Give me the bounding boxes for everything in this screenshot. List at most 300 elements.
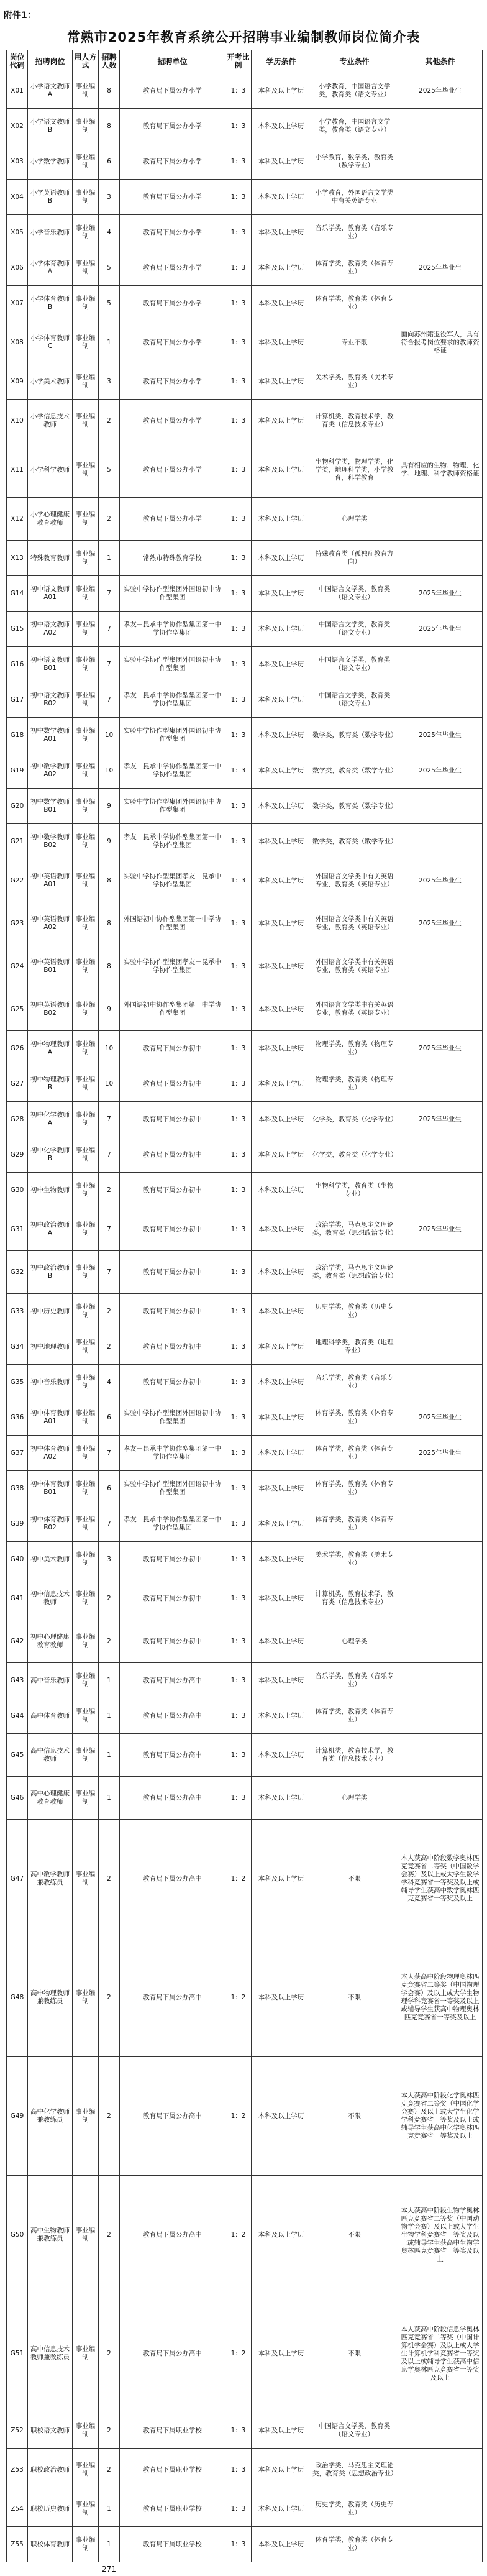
cell-other: 本人获高中阶段物理奥林匹克竞赛省二等奖（中国物理学会赛）及以上或大学生物理学科竞赛省一等奖及以上或辅导学生获高中物理奥林匹克竞赛省一等奖及以上 [398, 1938, 483, 2057]
cell-unit: 教育局下属公办初中 [120, 1031, 225, 1066]
cell-mode: 事业编制 [73, 321, 99, 364]
cell-code: G32 [7, 1251, 28, 1294]
cell-ratio: 1：3 [225, 109, 252, 144]
table-row [7, 2527, 483, 2562]
total-row-spacer [28, 2562, 73, 2576]
cell-major: 数学类，教育类（数学专业） [311, 789, 398, 824]
cell-education: 本科及以上学历 [252, 1820, 311, 1938]
cell-code: G27 [7, 1066, 28, 1102]
cell-post: 小学科学教师 [28, 442, 73, 498]
table-row [7, 753, 483, 789]
cell-education: 本科及以上学历 [252, 988, 311, 1031]
cell-ratio: 1：3 [225, 498, 252, 541]
cell-ratio: 1：3 [225, 753, 252, 789]
cell-mode: 事业编制 [73, 1820, 99, 1938]
cell-major: 不限 [311, 2294, 398, 2413]
cell-code: G29 [7, 1137, 28, 1173]
total-row-spacer [73, 2562, 99, 2576]
cell-post: 特殊教育教师 [28, 541, 73, 576]
cell-unit: 教育局下属公办初中 [120, 1365, 225, 1400]
cell-unit: 教育局下属公办小学 [120, 73, 225, 109]
cell-other [398, 988, 483, 1031]
table-row [7, 789, 483, 824]
cell-code: G42 [7, 1620, 28, 1663]
cell-mode: 事业编制 [73, 1663, 99, 1698]
cell-ratio: 1：3 [225, 1506, 252, 1542]
cell-mode: 事业编制 [73, 1365, 99, 1400]
cell-number: 3 [99, 1542, 120, 1577]
cell-code: G19 [7, 753, 28, 789]
cell-number: 2 [99, 400, 120, 442]
cell-unit: 教育局下属职业学校 [120, 2449, 225, 2491]
table-row [7, 612, 483, 647]
cell-education: 本科及以上学历 [252, 215, 311, 250]
cell-other [398, 789, 483, 824]
cell-mode: 事业编制 [73, 442, 99, 498]
total-row-spacer [398, 2562, 483, 2576]
cell-unit: 教育局下属公办高中 [120, 1938, 225, 2057]
cell-ratio: 1：3 [225, 2413, 252, 2449]
cell-number: 2 [99, 1294, 120, 1329]
cell-major: 中国语言文学类，教育类（语文专业） [311, 2413, 398, 2449]
table-row [7, 647, 483, 682]
cell-other [398, 1329, 483, 1365]
cell-unit: 教育局下属公办小学 [120, 364, 225, 400]
cell-other: 2025年毕业生 [398, 902, 483, 945]
cell-code: G38 [7, 1471, 28, 1506]
cell-unit: 教育局下属公办高中 [120, 1698, 225, 1734]
cell-education: 本科及以上学历 [252, 2449, 311, 2491]
cell-unit: 实验中学协作型集团外国语初中协作型集团 [120, 1400, 225, 1436]
total-count: 271 [99, 2562, 120, 2576]
cell-mode: 事业编制 [73, 682, 99, 718]
cell-code: Z55 [7, 2527, 28, 2562]
cell-code: G18 [7, 718, 28, 753]
cell-unit: 孝友－昆承中学协作型集团第一中学协作型集团 [120, 1506, 225, 1542]
cell-number: 2 [99, 2176, 120, 2294]
cell-mode: 事业编制 [73, 180, 99, 215]
cell-code: X09 [7, 364, 28, 400]
cell-education: 本科及以上学历 [252, 400, 311, 442]
cell-major: 小学教育，数学类，教育类（数学专业） [311, 144, 398, 180]
cell-number: 4 [99, 215, 120, 250]
table-row [7, 859, 483, 902]
cell-number: 7 [99, 1208, 120, 1251]
cell-education: 本科及以上学历 [252, 286, 311, 321]
cell-unit: 教育局下属职业学校 [120, 2491, 225, 2527]
cell-ratio: 1：3 [225, 1251, 252, 1294]
cell-unit: 教育局下属公办初中 [120, 1577, 225, 1620]
cell-post: 初中政治教师B [28, 1251, 73, 1294]
cell-ratio: 1：3 [225, 1208, 252, 1251]
cell-number: 2 [99, 2449, 120, 2491]
cell-ratio: 1：3 [225, 1471, 252, 1506]
cell-number: 2 [99, 1329, 120, 1365]
header-other: 其他条件 [398, 50, 483, 73]
cell-unit: 教育局下属职业学校 [120, 2527, 225, 2562]
cell-major: 地理科学类，教育类（地理专业） [311, 1329, 398, 1365]
cell-education: 本科及以上学历 [252, 73, 311, 109]
cell-mode: 事业编制 [73, 1777, 99, 1820]
total-row-spacer [252, 2562, 311, 2576]
cell-post: 初中数学教师A01 [28, 718, 73, 753]
cell-other: 面向苏州籍退役军人，具有符合报考岗位要求的教师资格证 [398, 321, 483, 364]
cell-ratio: 1：3 [225, 1698, 252, 1734]
cell-major: 政治学类，马克思主义理论类，教育类（思想政治专业） [311, 1251, 398, 1294]
cell-ratio: 1：3 [225, 250, 252, 286]
cell-number: 2 [99, 1173, 120, 1208]
cell-number: 8 [99, 945, 120, 988]
cell-major: 体育学类，教育类（体育专业） [311, 1698, 398, 1734]
cell-ratio: 1：3 [225, 144, 252, 180]
cell-other: 本人获高中阶段生物学奥林匹克竞赛省二等奖（中国动物学会赛）及以上或大学生生物学科竞赛省一等奖及以上或辅导学生获高中生物学奥林匹克竞赛省一等奖及以上 [398, 2176, 483, 2294]
cell-major: 外国语言文学类中有关英语专业，教育类（英语专业） [311, 945, 398, 988]
cell-major: 历史学类，教育类（历史专业） [311, 1294, 398, 1329]
cell-code: G28 [7, 1102, 28, 1137]
table-row [7, 215, 483, 250]
cell-ratio: 1：3 [225, 612, 252, 647]
cell-mode: 事业编制 [73, 364, 99, 400]
cell-code: X10 [7, 400, 28, 442]
cell-other: 具有相应的生物、物理、化学、地理、科学教师资格证 [398, 442, 483, 498]
cell-code: Z54 [7, 2491, 28, 2527]
cell-education: 本科及以上学历 [252, 442, 311, 498]
cell-education: 本科及以上学历 [252, 1066, 311, 1102]
cell-mode: 事业编制 [73, 1294, 99, 1329]
cell-other: 2025年毕业生 [398, 1400, 483, 1436]
cell-major: 不限 [311, 1938, 398, 2057]
cell-unit: 教育局下属公办初中 [120, 1620, 225, 1663]
cell-post: 初中数学教师A02 [28, 753, 73, 789]
cell-ratio: 1：3 [225, 364, 252, 400]
cell-post: 初中语文教师A01 [28, 576, 73, 612]
table-row [7, 364, 483, 400]
table-row [7, 1663, 483, 1698]
cell-other [398, 1577, 483, 1620]
cell-unit: 教育局下属公办小学 [120, 400, 225, 442]
cell-unit: 实验中学协作型集团外国语初中协作型集团 [120, 576, 225, 612]
cell-other: 2025年毕业生 [398, 859, 483, 902]
cell-mode: 事业编制 [73, 718, 99, 753]
cell-unit: 常熟市特殊教育学校 [120, 541, 225, 576]
cell-unit: 实验中学协作型集团外国语初中协作型集团 [120, 718, 225, 753]
cell-unit: 教育局下属公办初中 [120, 1137, 225, 1173]
table-row [7, 2491, 483, 2527]
cell-major: 体育学类，教育类（体育专业） [311, 2527, 398, 2562]
cell-unit: 教育局下属公办高中 [120, 2057, 225, 2176]
cell-other [398, 1506, 483, 1542]
cell-major: 小学教育，外国语言文学类中有关英语专业 [311, 180, 398, 215]
cell-number: 7 [99, 1506, 120, 1542]
total-row-spacer [120, 2562, 225, 2576]
cell-post: 初中英语教师B02 [28, 988, 73, 1031]
table-row [7, 1173, 483, 1208]
cell-mode: 事业编制 [73, 109, 99, 144]
cell-other [398, 1066, 483, 1102]
cell-major: 化学类，教育类（化学专业） [311, 1137, 398, 1173]
table-row [7, 2057, 483, 2176]
cell-post: 初中化学教师A [28, 1102, 73, 1137]
header-education: 学历条件 [252, 50, 311, 73]
cell-education: 本科及以上学历 [252, 647, 311, 682]
cell-ratio: 1：3 [225, 286, 252, 321]
cell-other [398, 1365, 483, 1400]
cell-ratio: 1：2 [225, 2294, 252, 2413]
table-row [7, 321, 483, 364]
cell-unit: 外国语初中协作型集团第一中学协作型集团 [120, 902, 225, 945]
cell-number: 10 [99, 1031, 120, 1066]
cell-major: 化学类，教育类（化学专业） [311, 1102, 398, 1137]
cell-mode: 事业编制 [73, 988, 99, 1031]
table-row [7, 945, 483, 988]
cell-ratio: 1：3 [225, 1400, 252, 1436]
table-row [7, 1400, 483, 1436]
cell-number: 1 [99, 321, 120, 364]
cell-unit: 实验中学协作型集团外国语初中协作型集团 [120, 1471, 225, 1506]
cell-unit: 实验中学协作型集团外国语初中协作型集团 [120, 647, 225, 682]
cell-code: X12 [7, 498, 28, 541]
cell-unit: 外国语初中协作型集团第一中学协作型集团 [120, 988, 225, 1031]
cell-mode: 事业编制 [73, 902, 99, 945]
cell-post: 初中体育教师A01 [28, 1400, 73, 1436]
cell-mode: 事业编制 [73, 945, 99, 988]
cell-other: 2025年毕业生 [398, 1208, 483, 1251]
cell-ratio: 1：3 [225, 321, 252, 364]
cell-mode: 事业编制 [73, 2176, 99, 2294]
table-row [7, 2176, 483, 2294]
cell-unit: 教育局下属公办高中 [120, 2176, 225, 2294]
table-body [7, 73, 483, 2576]
cell-number: 2 [99, 2413, 120, 2449]
cell-ratio: 1：3 [225, 180, 252, 215]
cell-other: 2025年毕业生 [398, 718, 483, 753]
cell-other: 2025年毕业生 [398, 73, 483, 109]
cell-education: 本科及以上学历 [252, 1173, 311, 1208]
cell-other [398, 945, 483, 988]
table-row [7, 1251, 483, 1294]
cell-education: 本科及以上学历 [252, 1208, 311, 1251]
header-number: 招聘人数 [99, 50, 120, 73]
cell-ratio: 1：3 [225, 1365, 252, 1400]
cell-post: 高中生物教师兼教练员 [28, 2176, 73, 2294]
cell-major: 专业不限 [311, 321, 398, 364]
cell-code: G20 [7, 789, 28, 824]
cell-education: 本科及以上学历 [252, 250, 311, 286]
cell-number: 5 [99, 286, 120, 321]
cell-unit: 教育局下属公办小学 [120, 498, 225, 541]
cell-other: 2025年毕业生 [398, 1436, 483, 1471]
cell-number: 7 [99, 1251, 120, 1294]
cell-code: G46 [7, 1777, 28, 1820]
cell-mode: 事业编制 [73, 2449, 99, 2491]
cell-number: 1 [99, 1698, 120, 1734]
cell-major: 音乐学类，教育类（音乐专业） [311, 215, 398, 250]
cell-number: 7 [99, 612, 120, 647]
cell-ratio: 1：3 [225, 2449, 252, 2491]
cell-major: 中国语言文学类，教育类（语文专业） [311, 612, 398, 647]
cell-education: 本科及以上学历 [252, 1938, 311, 2057]
total-row-spacer [225, 2562, 252, 2576]
cell-mode: 事业编制 [73, 215, 99, 250]
cell-mode: 事业编制 [73, 2491, 99, 2527]
cell-education: 本科及以上学历 [252, 180, 311, 215]
cell-mode: 事业编制 [73, 1400, 99, 1436]
cell-major: 心理学类 [311, 498, 398, 541]
cell-other [398, 1777, 483, 1820]
table-row [7, 718, 483, 753]
cell-post: 初中物理教师A [28, 1031, 73, 1066]
cell-other [398, 1471, 483, 1506]
cell-major: 中国语言文学类，教育类（语文专业） [311, 576, 398, 612]
cell-code: G31 [7, 1208, 28, 1251]
cell-number: 6 [99, 1471, 120, 1506]
cell-code: Z52 [7, 2413, 28, 2449]
cell-mode: 事业编制 [73, 1542, 99, 1577]
table-row [7, 400, 483, 442]
cell-number: 10 [99, 1066, 120, 1102]
table-row [7, 1506, 483, 1542]
cell-unit: 教育局下属公办初中 [120, 1294, 225, 1329]
cell-number: 7 [99, 576, 120, 612]
cell-major: 计算机类，教育技术学，教育类（信息技术专业） [311, 1577, 398, 1620]
cell-major: 中国语言文学类，教育类（语文专业） [311, 682, 398, 718]
cell-post: 小学体育教师B [28, 286, 73, 321]
cell-post: 高中化学教师兼教练员 [28, 2057, 73, 2176]
cell-post: 小学美术教师 [28, 364, 73, 400]
cell-other [398, 1734, 483, 1777]
cell-post: 职校体育教师 [28, 2527, 73, 2562]
cell-education: 本科及以上学历 [252, 1471, 311, 1506]
cell-education: 本科及以上学历 [252, 541, 311, 576]
table-row [7, 1542, 483, 1577]
cell-post: 初中体育教师B02 [28, 1506, 73, 1542]
cell-post: 初中物理教师B [28, 1066, 73, 1102]
cell-code: G14 [7, 576, 28, 612]
cell-ratio: 1：3 [225, 718, 252, 753]
cell-unit: 教育局下属公办小学 [120, 286, 225, 321]
cell-number: 9 [99, 988, 120, 1031]
cell-code: G23 [7, 902, 28, 945]
cell-mode: 事业编制 [73, 2057, 99, 2176]
cell-mode: 事业编制 [73, 612, 99, 647]
table-row [7, 1471, 483, 1506]
cell-code: X08 [7, 321, 28, 364]
cell-mode: 事业编制 [73, 824, 99, 859]
cell-education: 本科及以上学历 [252, 1329, 311, 1365]
cell-major: 体育学类，教育类（体育专业） [311, 286, 398, 321]
cell-mode: 事业编制 [73, 1436, 99, 1471]
cell-unit: 教育局下属公办高中 [120, 1734, 225, 1777]
cell-post: 初中语文教师B01 [28, 647, 73, 682]
cell-mode: 事业编制 [73, 73, 99, 109]
cell-number: 4 [99, 1365, 120, 1400]
table-row [7, 2413, 483, 2449]
cell-unit: 实验中学协作型集团孝友－昆承中学协作型集团 [120, 945, 225, 988]
cell-code: X02 [7, 109, 28, 144]
cell-code: G50 [7, 2176, 28, 2294]
cell-other [398, 1698, 483, 1734]
cell-unit: 教育局下属公办小学 [120, 180, 225, 215]
attachment-label: 附件1： [4, 9, 36, 21]
cell-other [398, 1663, 483, 1698]
cell-education: 本科及以上学历 [252, 1734, 311, 1777]
cell-ratio: 1：3 [225, 1734, 252, 1777]
cell-code: X07 [7, 286, 28, 321]
cell-ratio: 1：3 [225, 2491, 252, 2527]
cell-other [398, 2491, 483, 2527]
table-row [7, 824, 483, 859]
cell-post: 初中美术教师 [28, 1542, 73, 1577]
cell-mode: 事业编制 [73, 400, 99, 442]
cell-code: X01 [7, 73, 28, 109]
cell-major: 数学类，教育类（数学专业） [311, 718, 398, 753]
cell-code: G17 [7, 682, 28, 718]
cell-unit: 实验中学协作型集团外国语初中协作型集团 [120, 789, 225, 824]
cell-major: 政治学类，马克思主义理论类，教育类（思想政治专业） [311, 1208, 398, 1251]
cell-other [398, 824, 483, 859]
header-code: 岗位代码 [7, 50, 28, 73]
cell-code: G22 [7, 859, 28, 902]
cell-other: 2025年毕业生 [398, 576, 483, 612]
table-row [7, 1777, 483, 1820]
cell-post: 初中信息技术教师 [28, 1577, 73, 1620]
cell-other: 本人获高中阶段数学奥林匹克竞赛省二等奖（中国数学会赛）及以上或大学生数学学科竞赛省一等奖及以上或辅导学生获高中数学奥林匹克竞赛省一等奖及以上 [398, 1820, 483, 1938]
table-row [7, 541, 483, 576]
cell-mode: 事业编制 [73, 576, 99, 612]
cell-major: 体育学类，教育类（体育专业） [311, 1436, 398, 1471]
cell-education: 本科及以上学历 [252, 1294, 311, 1329]
cell-mode: 事业编制 [73, 250, 99, 286]
cell-major: 物理学类，教育类（物理专业） [311, 1066, 398, 1102]
cell-post: 小学数学教师 [28, 144, 73, 180]
cell-code: G36 [7, 1400, 28, 1436]
total-row-spacer [7, 2562, 28, 2576]
cell-number: 2 [99, 2294, 120, 2413]
positions-table [6, 50, 483, 2576]
cell-other [398, 1251, 483, 1294]
cell-unit: 教育局下属职业学校 [120, 2413, 225, 2449]
cell-unit: 教育局下属公办小学 [120, 109, 225, 144]
cell-ratio: 1：3 [225, 789, 252, 824]
table-row [7, 576, 483, 612]
cell-ratio: 1：3 [225, 824, 252, 859]
cell-post: 初中语文教师A02 [28, 612, 73, 647]
cell-ratio: 1：3 [225, 647, 252, 682]
cell-post: 小学信息技术教师 [28, 400, 73, 442]
cell-other [398, 2449, 483, 2491]
cell-other [398, 1620, 483, 1663]
cell-ratio: 1：3 [225, 442, 252, 498]
cell-unit: 实验中学协作型集团孝友－昆承中学协作型集团 [120, 859, 225, 902]
cell-number: 9 [99, 789, 120, 824]
cell-number: 1 [99, 2491, 120, 2527]
cell-number: 8 [99, 902, 120, 945]
cell-unit: 教育局下属公办高中 [120, 1663, 225, 1698]
cell-ratio: 1：3 [225, 1137, 252, 1173]
cell-ratio: 1：3 [225, 215, 252, 250]
cell-education: 本科及以上学历 [252, 1365, 311, 1400]
cell-ratio: 1：3 [225, 1663, 252, 1698]
cell-unit: 教育局下属公办高中 [120, 2294, 225, 2413]
cell-number: 6 [99, 1400, 120, 1436]
cell-code: G25 [7, 988, 28, 1031]
cell-code: G35 [7, 1365, 28, 1400]
cell-unit: 教育局下属公办高中 [120, 1777, 225, 1820]
table-row [7, 2294, 483, 2413]
cell-other [398, 286, 483, 321]
cell-post: 高中信息技术教师 [28, 1734, 73, 1777]
cell-ratio: 1：3 [225, 400, 252, 442]
